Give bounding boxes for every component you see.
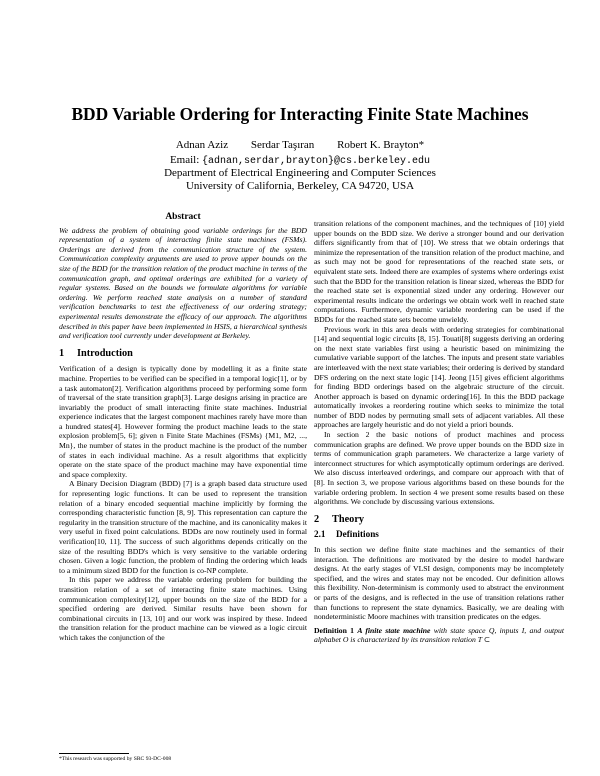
section-number: 2 bbox=[314, 513, 320, 525]
email-address: {adnan,serdar,brayton}@cs.berkeley.edu bbox=[202, 156, 431, 167]
paragraph: transition relations of the component machines, and the techniques of [10] yield upper bounds on the BDD size. We derive a stronger bound and our derivation differs significantly from that of [10]. We stress that we obtain orderings that minimize the representation of the transition relation of the product machine, and as such may not be good for representations of the reached state sets, or equivalent state sets. Indeed there are examples of systems where orderings exist such that the BDD for the transition relation is linear sized, whereas the BDD for the reached state set is exponential sized under any ordering. However our experimental results indicate the orderings we obtain work well in reached state computations. Furthermore, dynamic variable reordering can be used if the BDDs for the reached state sets become unwieldy. bbox=[314, 219, 564, 324]
paragraph: In section 2 the basic notions of product machines and process communication graphs are defined. We prove upper bounds on the BDD size in terms of communication graph parameters. We characterize a large variety of interconnect structures for which asymptotically optimum orderings are derived. We also discuss interleaved orderings, and compare our approach with that of [8]. In section 3, we propose various algorithms based on these bounds for the variable ordering problem. In section 4 we present some results based on these algorithms. We conclude by discussing various extensions. bbox=[314, 430, 564, 507]
subsection-number: 2.1 bbox=[314, 529, 326, 540]
section-heading bbox=[314, 515, 564, 525]
definition-text: with state space Q, inputs I, and output alphabet O is characterized by its transition relation T ⊂ bbox=[314, 625, 564, 645]
subsection-heading bbox=[314, 530, 564, 540]
paragraph: Verification of a design is typically done by modelling it as a finite state machine. Properties to be verified can be specified in a temporal logic[1], or by a task automaton[2]. Verification algorithms proceed by performing some form of traversal of the state transition graph[3]. Large designs arising in practice are invariably the product of small interacting finite state machines. Industrial experience indicates that the largest component machines rarely have more than a hundred states[4]. However forming the product machine leads to the state explosion problem[5, 6]; given n Finite State Machines (FSMs) {M1, M2, ..., Mn}, the number of states in the product machine is the product of the number of states in each individual machine. As a result algorithms that explicitly operate on the state space of the product machine may have exponential time and space complexity. bbox=[59, 364, 307, 479]
definition-term: A finite state machine bbox=[357, 625, 431, 635]
paragraph: In this paper we address the variable ordering problem for building the transition relation of a set of interacting finite state machines. Using communication complexity[12], upper bounds on the size of the BDD for a specified ordering are derived. Similar results have been shown for combinational circuits in [13, 10] and our work was inspired by these. Indeed the transition relation for the product machine can be viewed as a logic circuit which takes the conjunction of the bbox=[59, 575, 307, 642]
paragraph: Previous work in this area deals with ordering strategies for combinational [14] and sequential logic circuits [8, 15]. Touati[8] suggests deriving an ordering on the next state variables first using a heuristic based on minimizing the cumulative variable support of the latches. The inputs and present state variables are interleaved with the next state variables; their ordering is derived by standard DFS ordering on the next state logic [14]. Jeong [15] gives efficient algorithms for finding BDD orderings based on the algebraic structure of the circuit. Another approach is based on dynamic ordering[16]. In this the BDD package automatically invokes a reordering routine which seeks to minimize the total number of BDD nodes by permuting small sets of adjacent variables. All these approaches are largely heuristic and do not yield a priori bounds. bbox=[314, 324, 564, 430]
footnote: *This research was supported by SRC 93-DC-008 bbox=[59, 756, 172, 762]
paper-title: BDD Variable Ordering for Interacting Finite State Machines bbox=[71, 104, 529, 124]
section-number: 1 bbox=[59, 347, 65, 359]
definition bbox=[314, 626, 564, 645]
paragraph: A Binary Decision Diagram (BDD) [7] is a graph based data structure used for representing logic functions. It can be used to represent the transition relation of a binary encoded sequential machine implicitly by forming the corresponding characteristic function [8, 9]. This representation can capture the regularity in the transition structure of the machine, and its canonicality makes it very useful in fixed point calculations. BDDs are now routinely used in formal verification[10, 11]. The success of such algorithms depends critically on the size of the resulting BDD's which is very sensitive to the variable ordering chosen. Given a logic function, the problem of finding the ordering which leads to a minimum sized BDD for the function is co-NP complete. bbox=[59, 479, 307, 575]
abstract-heading: Abstract bbox=[165, 212, 201, 222]
abstract-text: We address the problem of obtaining good variable orderings for the BDD representation of a system of interacting finite state machines (FSMs). Orderings are derived from the communication structure of the system. Communication complexity arguments are used to prove upper bounds on the size of the BDD for the transition relation of the product machine in terms of the communication graph, and optimal orderings are exhibited for a variety of regular systems. Based on the bounds we formulate algorithms for variable ordering. We perform reached state analysis on a number of standard verification benchmarks to test the effectiveness of our ordering strategy; experimental results demonstrate the efficacy of our approach. The algorithms described in this paper have been implemented in HSIS, a hierarchical synthesis and verification tool currently under development at Berkeley. bbox=[59, 225, 307, 341]
section-title: Introduction bbox=[77, 347, 133, 359]
right-column bbox=[314, 219, 564, 645]
paragraph: In this section we define finite state machines and the semantics of their interaction. The definitions are motivated by the desire to model hardware designs. At the early stages of VLSI design, components may be incompletely specified, and the wires and states may not be encoded. Our definition allows this flexibility. Non-determinism is commonly used to abstract the environment or parts of the designs, and is reflected in the use of transition relations rather than functions to represent the state dynamics. Basically, we are dealing with nondeterministic Moore machines with transition predicates on the edges. bbox=[314, 545, 564, 622]
email-label: Email: bbox=[169, 154, 203, 166]
author-name: Robert K. Brayton* bbox=[337, 139, 425, 151]
left-column bbox=[59, 213, 307, 643]
department: Department of Electrical Engineering and Computer Sciences bbox=[164, 167, 436, 179]
university: University of California, Berkeley, CA 94720, USA bbox=[185, 180, 415, 192]
author-name: Serdar Taşıran bbox=[250, 139, 315, 151]
author-name: Adnan Aziz bbox=[175, 139, 229, 151]
author-email bbox=[0, 154, 600, 167]
section-heading bbox=[59, 349, 307, 359]
section-title: Theory bbox=[332, 513, 365, 525]
footnote-rule bbox=[59, 753, 129, 754]
subsection-title: Definitions bbox=[336, 529, 379, 540]
author-list bbox=[0, 139, 600, 151]
definition-label: Definition 1 bbox=[314, 625, 355, 635]
